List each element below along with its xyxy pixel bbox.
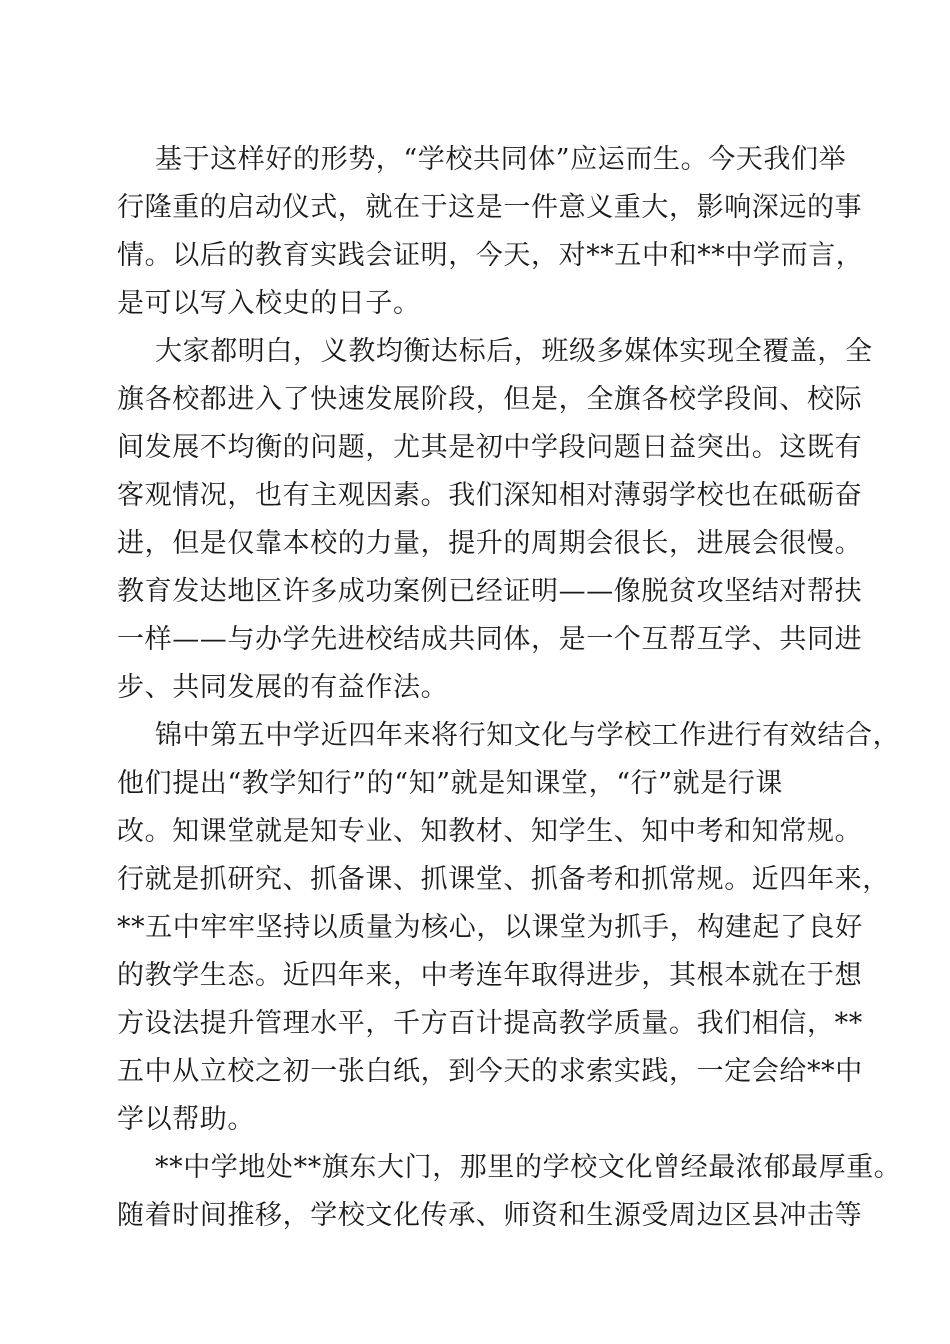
paragraph-1-line-2: 行隆重的启动仪式，就在于这是一件意义重大，影响深远的事 <box>117 192 863 223</box>
paragraph-3-line-9: 学以帮助。 <box>117 1104 255 1135</box>
paragraph-4-line-2: 随着时间推移，学校文化传承、师资和生源受周边区县冲击等 <box>117 1200 863 1231</box>
paragraph-2-line-4: 客观情况，也有主观因素。我们深知相对薄弱学校也在砥砺奋 <box>117 480 863 511</box>
paragraph-3-line-3: 改。知课堂就是知专业、知教材、知学生、知中考和知常规。 <box>117 816 863 847</box>
paragraph-2-line-8: 步、共同发展的有益作法。 <box>117 672 449 703</box>
paragraph-3-line-6: 的教学生态。近四年来，中考连年取得进步，其根本就在于想 <box>117 960 863 991</box>
paragraph-3-line-7: 方设法提升管理水平，千方百计提高教学质量。我们相信，** <box>117 1008 863 1039</box>
paragraph-3-line-8: 五中从立校之初一张白纸，到今天的求索实践，一定会给**中 <box>117 1056 863 1087</box>
paragraph-2-line-7: 一样——与办学先进校结成共同体，是一个互帮互学、共同进 <box>117 624 863 655</box>
paragraph-2-line-2: 旗各校都进入了快速发展阶段，但是，全旗各校学段间、校际 <box>117 384 863 415</box>
paragraph-3-line-2: 他们提出“教学知行”的“知”就是知课堂，“行”就是行课 <box>117 768 784 799</box>
paragraph-4-line-1: **中学地处**旗东大门，那里的学校文化曾经最浓郁最厚重。 <box>155 1152 902 1183</box>
paragraph-2-line-3: 间发展不均衡的问题，尤其是初中学段问题日益突出。这既有 <box>117 432 863 463</box>
paragraph-1-line-3: 情。以后的教育实践会证明，今天，对**五中和**中学而言， <box>117 240 864 271</box>
paragraph-3-line-4: 行就是抓研究、抓备课、抓课堂、抓备考和抓常规。近四年来， <box>117 864 890 895</box>
paragraph-1-line-4: 是可以写入校史的日子。 <box>117 288 421 319</box>
paragraph-1-line-1: 基于这样好的形势，“学校共同体”应运而生。今天我们举 <box>155 144 847 175</box>
paragraph-3-line-1: 锦中第五中学近四年来将行知文化与学校工作进行有效结合， <box>155 720 901 751</box>
paragraph-2-line-6: 教育发达地区许多成功案例已经证明——像脱贫攻坚结对帮扶 <box>117 576 863 607</box>
paragraph-2-line-1: 大家都明白，义教均衡达标后，班级多媒体实现全覆盖，全 <box>155 336 873 367</box>
paragraph-3-line-5: **五中牢牢坚持以质量为核心，以课堂为抓手，构建起了良好 <box>117 912 863 943</box>
paragraph-2-line-5: 进，但是仅靠本校的力量，提升的周期会很长，进展会很慢。 <box>117 528 863 559</box>
